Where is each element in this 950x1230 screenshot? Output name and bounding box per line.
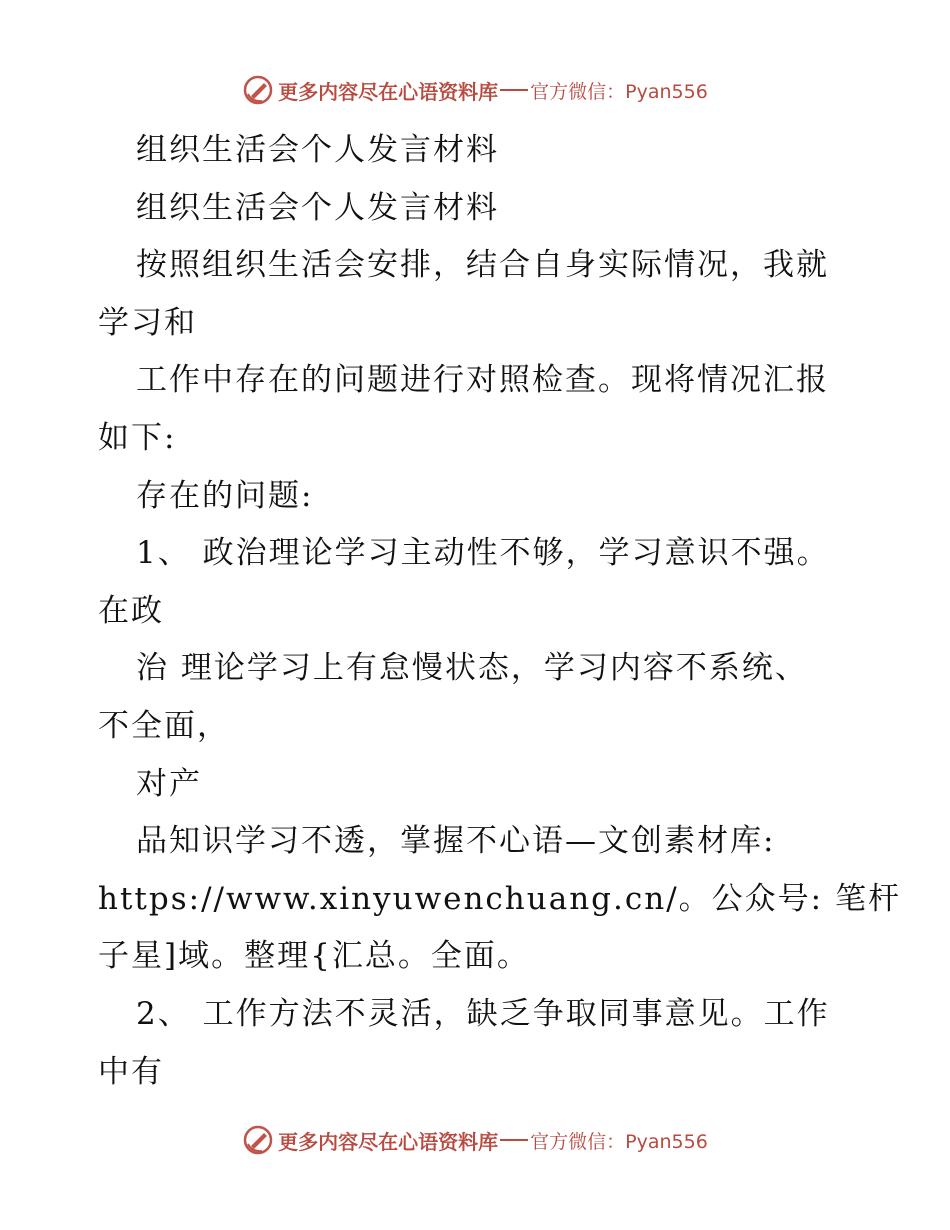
banner-main-text: 更多内容尽在心语资料库 (278, 79, 499, 104)
footer-watermark-banner (0, 1120, 950, 1160)
header-watermark-banner (0, 70, 950, 110)
banner-wechat-text: 官方微信：Pyan556 (530, 80, 708, 103)
text-line: 2、 工作方法不灵活，缺乏争取同事意见。工作 (136, 995, 830, 1032)
text-line: 按照组织生活会安排，结合自身实际情况，我就 (136, 247, 829, 284)
text-line: 组织生活会个人发言材料 (136, 189, 499, 226)
document-body (98, 122, 901, 1101)
text-line: 治 理论学习上有怠慢状态，学习内容不系统、 (136, 650, 808, 687)
text-line: 在政 (98, 592, 164, 629)
text-line: 品知识学习不透，掌握不心语—文创素材库: (136, 823, 776, 860)
text-line: 存在的问题: (136, 477, 314, 514)
banner-dash (500, 89, 528, 91)
banner-main-text: 更多内容尽在心语资料库 (278, 1129, 499, 1154)
pen-swirl-logo-icon (242, 1124, 274, 1156)
text-line: 子星]域。整理{汇总。全面。 (98, 938, 530, 975)
text-line: 组织生活会个人发言材料 (136, 132, 499, 168)
text-line: 如下: (98, 419, 177, 456)
text-line: https://www.xinyuwenchuang.cn/。公众号: 笔杆 (98, 880, 901, 917)
text-line: 不全面， (98, 707, 230, 744)
text-line: 工作中存在的问题进行对照检查。现将情况汇报 (136, 362, 829, 399)
text-line: 中有 (98, 1053, 164, 1090)
banner-dash (500, 1139, 528, 1141)
text-line: 对产 (136, 765, 202, 802)
text-line: 学习和 (98, 304, 197, 341)
text-line: 1、 政治理论学习主动性不够，学习意识不强。 (136, 535, 830, 572)
pen-swirl-logo-icon (242, 74, 274, 106)
banner-wechat-text: 官方微信：Pyan556 (530, 1130, 708, 1153)
